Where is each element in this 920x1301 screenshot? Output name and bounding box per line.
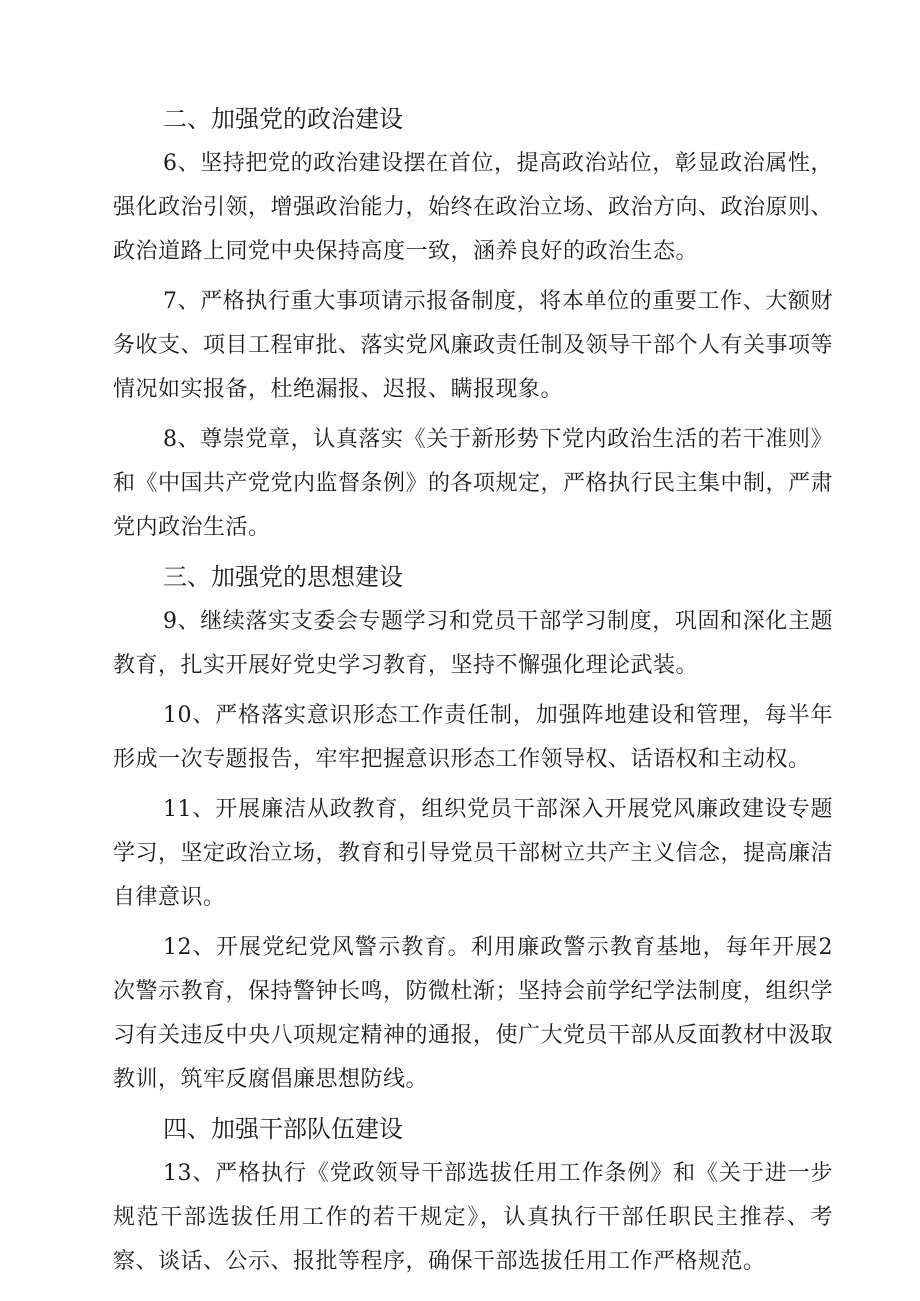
section-heading-political: 二、加强党的政治建设 xyxy=(163,105,403,133)
paragraph-item-8: 8、尊崇党章，认真落实《关于新形势下党内政治生活的若干准则》和《中国共产党党内监督条例》的各项规定，严格执行民主集中制，严肃党内政治生活。 xyxy=(113,427,834,540)
paragraph-item-12: 12、开展党纪党风警示教育。利用廉政警示教育基地，每年开展2次警示教育，保持警钟长鸣，防微杜渐；坚持会前学纪学法制度，组织学习有关违反中央八项规定精神的通报，使广大党员干部从反面教材中汲取教训，筑牢反腐倡廉思想防线。 xyxy=(113,935,834,1092)
paragraph-item-13: 13、严格执行《党政领导干部选拔任用工作条例》和《关于进一步规范干部选拔任用工作的若干规定》，认真执行干部任职民主推荐、考察、谈话、公示、报批等程序，确保干部选拔任用工作严格规范。 xyxy=(113,1161,833,1274)
paragraph-item-11: 11、开展廉洁从政教育，组织党员干部深入开展党风廉政建设专题学习，坚定政治立场，教育和引导党员干部树立共产主义信念，提高廉洁自律意识。 xyxy=(113,797,834,910)
section-heading-cadre: 四、加强干部队伍建设 xyxy=(163,1115,403,1143)
paragraph-item-9: 9、继续落实支委会专题学习和党员干部学习制度，巩固和深化主题教育，扎实开展好党史学习教育，坚持不懈强化理论武装。 xyxy=(113,609,833,678)
paragraph-item-7: 7、严格执行重大事项请示报备制度，将本单位的重要工作、大额财务收支、项目工程审批、落实党风廉政责任制及领导干部个人有关事项等情况如实报备，杜绝漏报、迟报、瞒报现象。 xyxy=(113,289,834,402)
section-heading-ideological: 三、加强党的思想建设 xyxy=(163,563,403,591)
paragraph-item-10: 10、严格落实意识形态工作责任制，加强阵地建设和管理，每半年形成一次专题报告，牢牢把握意识形态工作领导权、话语权和主动权。 xyxy=(113,703,833,772)
paragraph-item-6: 6、坚持把党的政治建设摆在首位，提高政治站位，彰显政治属性，强化政治引领，增强政治能力，始终在政治立场、政治方向、政治原则、政治道路上同党中央保持高度一致，涵养良好的政治生态。 xyxy=(113,151,834,264)
document-body xyxy=(113,96,833,1284)
